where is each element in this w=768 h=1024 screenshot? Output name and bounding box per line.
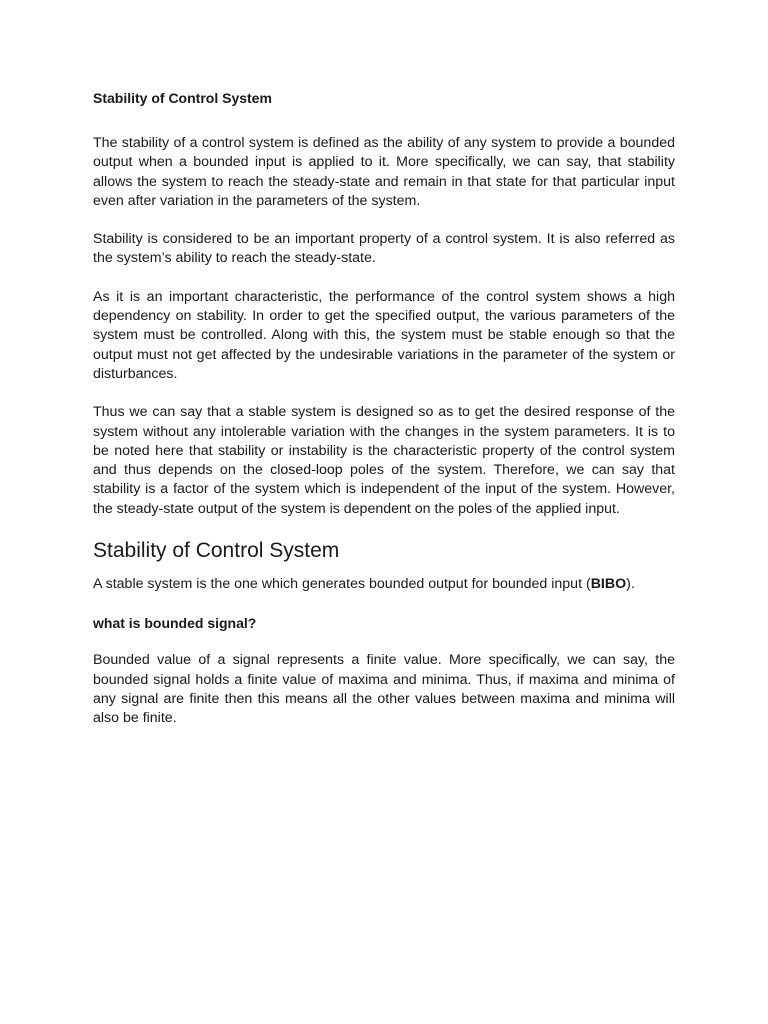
closed-loop-link[interactable]: closed-loop [270, 462, 343, 479]
document-title: Stability of Control System [93, 90, 272, 106]
paragraph-stable-system [93, 403, 675, 519]
paragraph-bounded-signal: Bounded value of a signal represents a finite value. More specifically, we can say, the bounded signal holds a finite value of maxima and minima. Thus, if maxima and minima of any signal are finite then this means all the other values between maxima and minima will also be finite. [93, 652, 675, 727]
paragraph-definition: The stability of a control system is defined as the ability of any system to provide a bounded output when a bounded input is applied to it. More specifically, we can say, that stability allows the system to reach the steady-state and remain in that state for that particular input even after variation in the parameters of the system. [93, 135, 675, 209]
paragraph-bibo-text-2: ). [626, 576, 635, 593]
document-page [93, 88, 675, 748]
paragraph-stable-system-text-2: poles of the system. Therefore, we can say that stability is a factor of the system which is independent of the input of the system. However, the steady-state output of the system is dependent on the poles of the applied input. [93, 462, 675, 517]
paragraph-bibo [93, 575, 675, 594]
paragraph-characteristic: As it is an important characteristic, the performance of the control system shows a high dependency on stability. In order to get the specified output, the various parameters of the system must be controlled. Along with this, the system must be stable enough so that the output must not get affected by the undesirable variations in the parameter of the system or disturbances. [93, 288, 675, 382]
section-heading: Stability of Control System [93, 539, 340, 563]
bounded-signal-subheading: what is bounded signal? [93, 615, 257, 632]
paragraph-bibo-text-1: A stable system is the one which generates bounded output for bounded input ( [93, 576, 591, 593]
bibo-term: BIBO [590, 576, 627, 593]
paragraph-importance: Stability is considered to be an important property of a control system. It is also referred as the system’s ability to reach the steady-state. [93, 231, 675, 267]
paragraph-stable-system-text-1: Thus we can say that a stable system is designed so as to get the desired response of the system without any intolerable variation with the changes in the system parameters. It is to be noted here that stability or instability is the characteristic property of the control system and thus depends on the [93, 404, 675, 479]
